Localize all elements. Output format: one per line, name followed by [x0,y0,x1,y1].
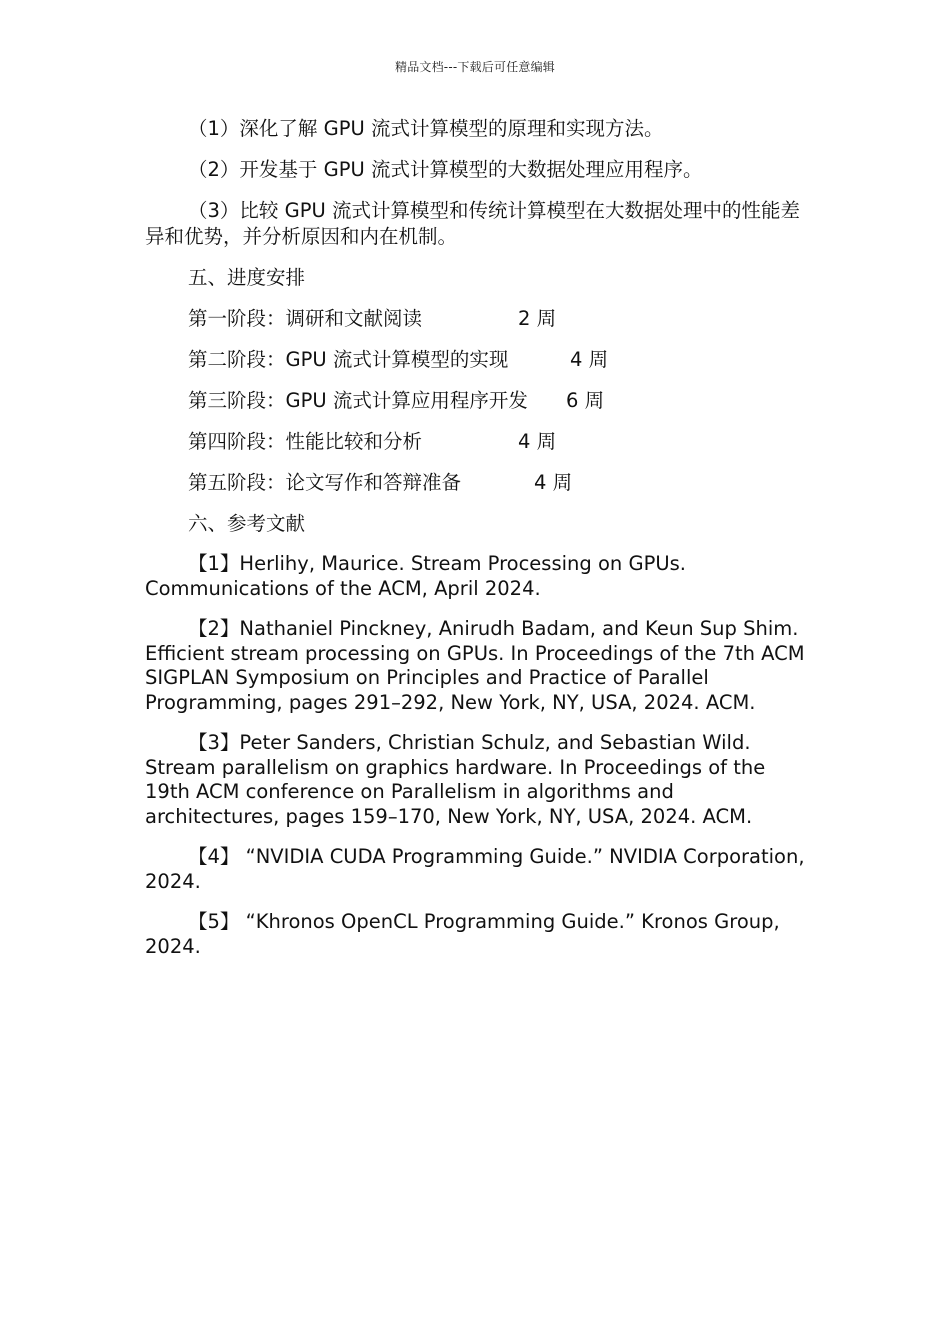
reference-item-4: 【4】 “NVIDIA CUDA Programming Guide.” NVIDIA Corporation, 2024. [145,845,805,893]
reference-item-5: 【5】 “Khronos OpenCL Programming Guide.” Kronos Group, 2024. [145,910,780,958]
reference-item-1: 【1】Herlihy, Maurice. Stream Processing on GPUs. Communications of the ACM, April 2024. [145,552,686,600]
goal-item-2: （2）开发基于 GPU 流式计算模型的大数据处理应用程序。 [188,158,703,181]
document-body [145,116,810,975]
page-header: 精品文档---下载后可任意编辑 [395,60,555,74]
schedule-duration: 4 周 [518,430,557,453]
schedule-row-2 [145,347,810,373]
reference-item-2: 【2】Nathaniel Pinckney, Anirudh Badam, and Keun Sup Shim. Efficient stream processing on GPUs. In Proceedings of the 7th ACM SIGPLAN Symposium on Principles and Practice of Parallel Programming, pages 291–292, New York, NY, USA, 2024. ACM. [145,617,805,714]
schedule-duration: 2 周 [518,307,557,330]
schedule-duration: 4 周 [534,471,573,494]
schedule-row-1 [145,306,810,332]
references-heading: 六、参考文献 [188,512,306,535]
schedule-stage: 第二阶段：GPU 流式计算模型的实现 [188,348,509,371]
schedule-duration: 6 周 [566,389,605,412]
goal-item-1: （1）深化了解 GPU 流式计算模型的原理和实现方法。 [188,117,664,140]
schedule-duration: 4 周 [570,348,609,371]
schedule-row-3 [145,388,810,414]
schedule-stage: 第四阶段：性能比较和分析 [188,430,423,453]
schedule-stage: 第三阶段：GPU 流式计算应用程序开发 [188,389,528,412]
schedule-stage: 第五阶段：论文写作和答辩准备 [188,471,462,494]
schedule-heading: 五、进度安排 [188,266,306,289]
schedule-row-4 [145,429,810,455]
schedule-stage: 第一阶段：调研和文献阅读 [188,307,423,330]
schedule-row-5 [145,470,810,496]
reference-item-3: 【3】Peter Sanders, Christian Schulz, and Sebastian Wild. Stream parallelism on graphics hardware. In Proceedings of the 19th ACM conference on Parallelism in algorithms and architectures, pages 159–170, New York, NY, USA, 2024. ACM. [145,731,766,828]
goal-item-3: （3）比较 GPU 流式计算模型和传统计算模型在大数据处理中的性能差异和优势，并分析原因和内在机制。 [145,199,800,248]
